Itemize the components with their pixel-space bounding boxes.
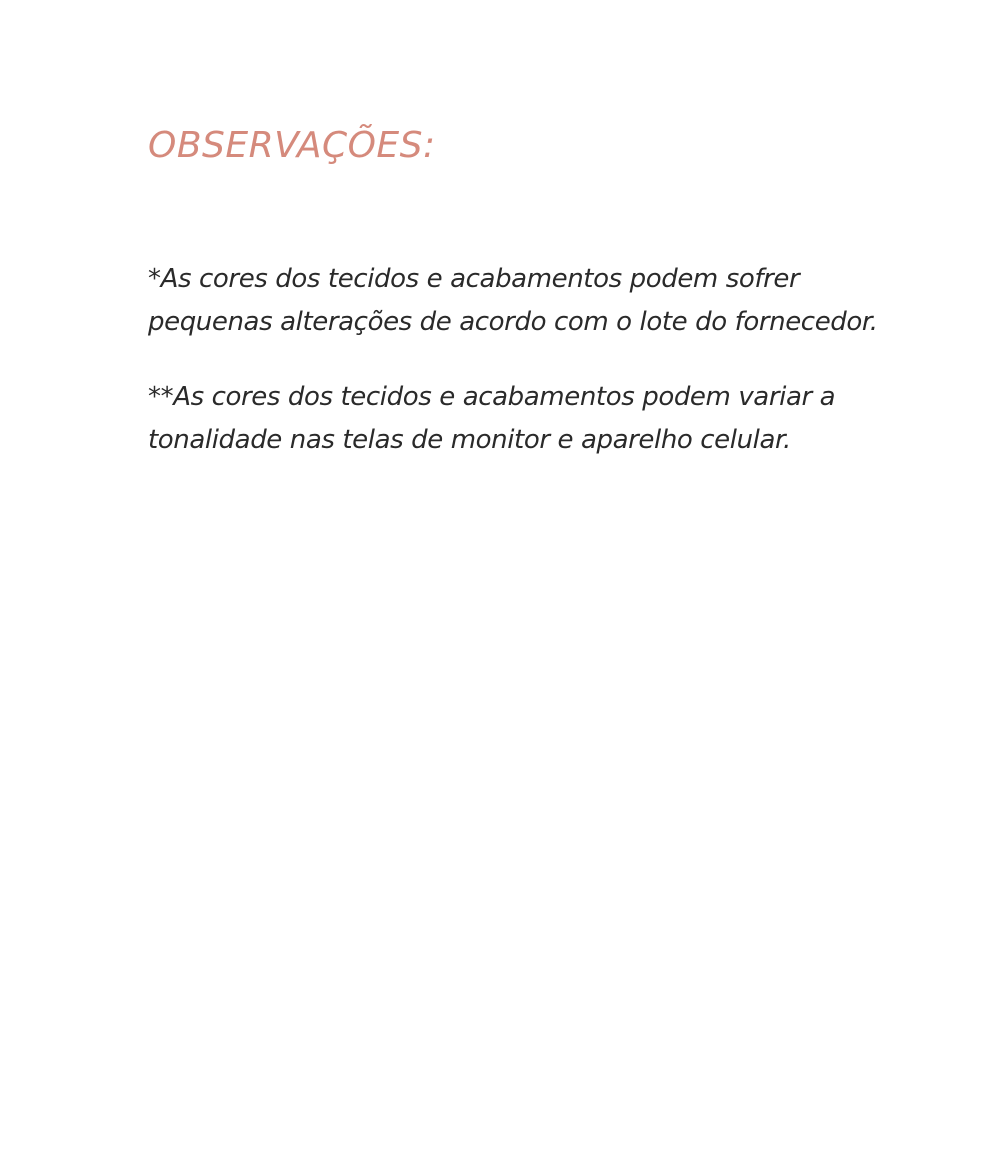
- observations-heading: OBSERVAÇÕES:: [148, 125, 436, 166]
- observation-note-2: [148, 376, 908, 462]
- observation-note-1-line-2: pequenas alterações de acordo com o lote do fornecedor.: [148, 307, 878, 337]
- observation-note-2-line-2: tonalidade nas telas de monitor e aparelho celular.: [148, 425, 791, 455]
- observation-note-1: [148, 258, 908, 344]
- observation-note-2-line-1: **As cores dos tecidos e acabamentos podem variar a: [148, 382, 836, 412]
- observation-note-1-line-1: *As cores dos tecidos e acabamentos podem sofrer: [148, 264, 800, 294]
